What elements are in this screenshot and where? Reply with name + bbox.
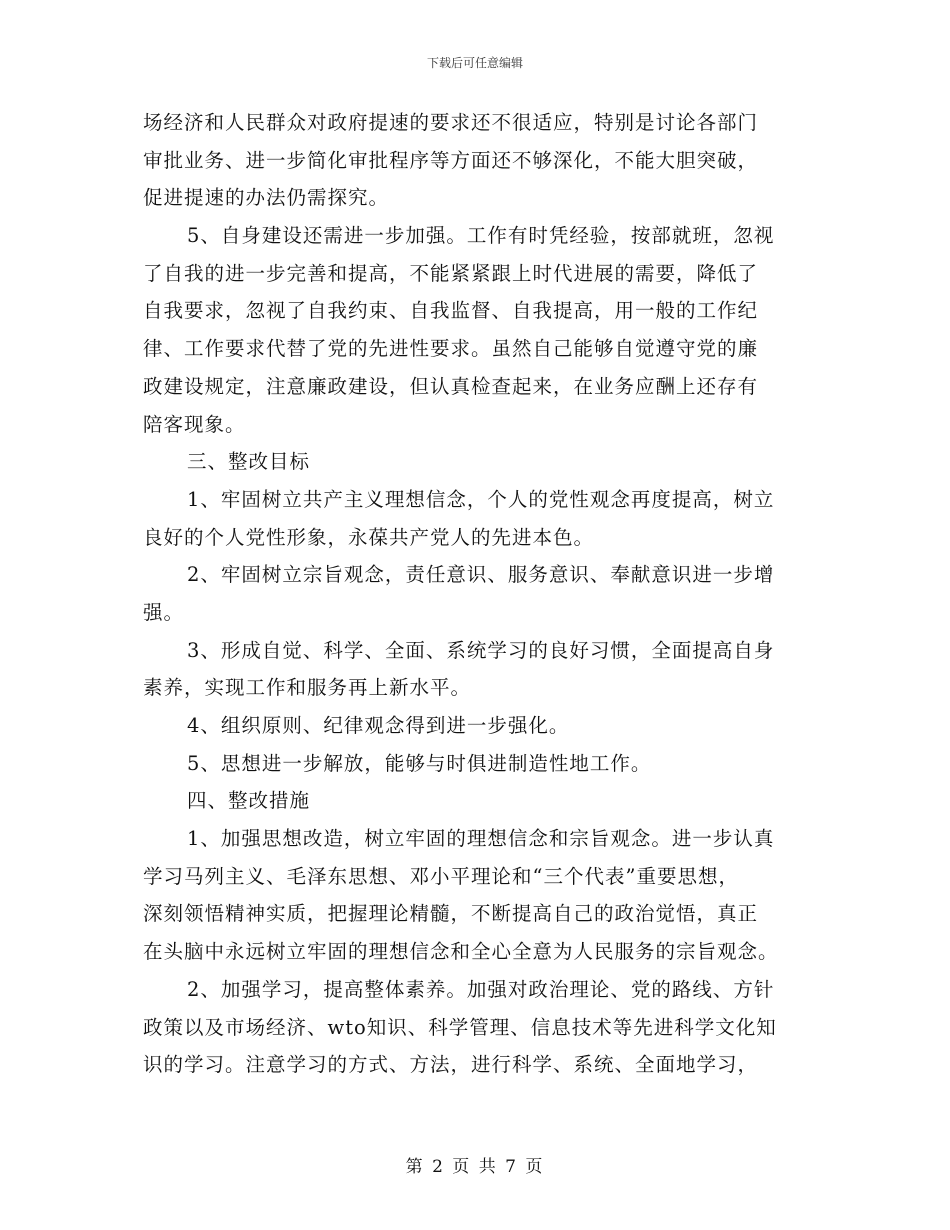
page-number: 第 2 页 共 7 页: [405, 1157, 545, 1177]
body-line: 2、加强学习，提高整体素养。加强对政治理论、党的路线、方针: [187, 977, 775, 1001]
body-line: 良好的个人党性形象，永葆共产党人的先进本色。: [143, 525, 595, 549]
section-heading: 三、整改目标: [187, 450, 311, 474]
body-line: 审批业务、进一步简化审批程序等方面还不够深化，不能大胆突破，: [143, 148, 759, 172]
body-line: 在头脑中永远树立牢固的理想信念和全心全意为人民服务的宗旨观念。: [143, 940, 779, 964]
body-line: 4、组织原则、纪律观念得到进一步强化。: [187, 714, 570, 737]
page-header: 下载后可任意编辑: [426, 56, 523, 70]
body-line: 场经济和人民群众对政府提速的要求还不很适应，特别是讨论各部门: [143, 111, 759, 134]
body-line: 素养，实现工作和服务再上新水平。: [143, 676, 472, 700]
body-line: 学习马列主义、毛泽东思想、邓小平理论和“三个代表”重要思想，: [143, 864, 739, 888]
body-line: 5、思想进一步解放，能够与时俱进制造性地工作。: [187, 751, 652, 775]
body-line: 促进提速的办法仍需探究。: [143, 186, 390, 210]
body-line: 5、自身建设还需进一步加强。工作有时凭经验，按部就班，忽视: [187, 224, 775, 248]
body-line: 1、加强思想改造，树立牢固的理想信念和宗旨观念。进一步认真: [187, 827, 775, 851]
body-line: 政策以及市场经济、wto知识、科学管理、信息技术等先进科学文化知: [143, 1015, 777, 1039]
body-line: 1、牢固树立共产主义理想信念，个人的党性观念再度提高，树立: [187, 487, 775, 511]
body-line: 2、牢固树立宗旨观念，责任意识、服务意识、奉献意识进一步增: [187, 563, 775, 587]
body-line: 律、工作要求代替了党的先进性要求。虽然自己能够自觉遵守党的廉: [143, 337, 759, 361]
document-body: [143, 104, 815, 1084]
body-line: 了自我的进一步完善和提高，不能紧紧跟上时代进展的需要，降低了: [143, 261, 759, 285]
body-line: 深刻领悟精神实质，把握理论精髓，不断提高自己的政治觉悟，真正: [143, 902, 759, 926]
body-line: 3、形成自觉、科学、全面、系统学习的良好习惯，全面提高自身: [187, 638, 775, 662]
body-line: 自我要求，忽视了自我约束、自我监督、自我提高，用一般的工作纪: [143, 299, 759, 323]
body-line: 识的学习。注意学习的方式、方法，进行科学、系统、全面地学习，: [143, 1053, 759, 1077]
body-line: 陪客现象。: [143, 412, 246, 436]
body-line: 强。: [143, 600, 185, 624]
body-line: 政建设规定，注意廉政建设，但认真检查起来，在业务应酬上还存有: [143, 374, 759, 398]
section-heading: 四、整改措施: [187, 789, 311, 813]
